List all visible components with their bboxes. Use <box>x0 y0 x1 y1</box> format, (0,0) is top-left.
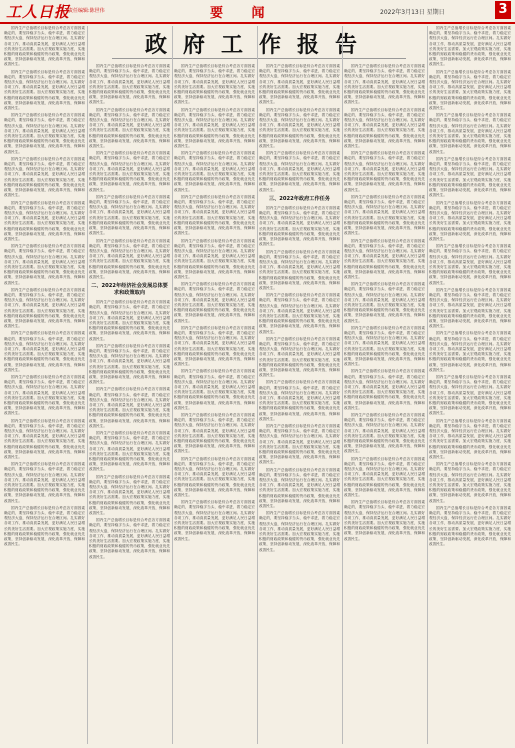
body-paragraph: 国内生产总值增长目标是综合考虑各方面因素确定的，要坚持稳字当头、稳中求进，着力稳定宏观经济大盘，保持经济运行在合理区间。扎实做好各项工作，推动高质量发展，更好满足人民日益增长的美好生活需要。加大宏观政策实施力度，实施积极的财政政策和稳健的货币政策，强化就业优先政策，坚持创新驱动发展，深化改革开放，保障和改善民生。 <box>344 282 425 323</box>
body-paragraph: 国内生产总值增长目标是综合考虑各方面因素确定的，要坚持稳字当头、稳中求进，着力稳定宏观经济大盘，保持经济运行在合理区间。扎实做好各项工作，推动高质量发展，更好满足人民日益增长的美好生活需要。加大宏观政策实施力度，实施积极的财政政策和稳健的货币政策，强化就业优先政策，坚持创新驱动发展，深化改革开放，保障和改善民生。 <box>429 287 511 329</box>
body-paragraph: 国内生产总值增长目标是综合考虑各方面因素确定的，要坚持稳字当头、稳中求进，着力稳定宏观经济大盘，保持经济运行在合理区间。扎实做好各项工作，推动高质量发展，更好满足人民日益增长的美好生活需要。加大宏观政策实施力度，实施积极的财政政策和稳健的货币政策，强化就业优先政策，坚持创新驱动发展，深化改革开放，保障和改善民生。 <box>174 107 255 149</box>
body-paragraph: 国内生产总值增长目标是综合考虑各方面因素确定的，要坚持稳字当头、稳中求进，着力稳定宏观经济大盘，保持经济运行在合理区间。扎实做好各项工作，推动高质量发展，更好满足人民日益增长的美好生活需要。加大宏观政策实施力度，实施积极的财政政策和稳健的货币政策，强化就业优先政策，坚持创新驱动发展，深化改革开放，保障和改善民生。 <box>429 505 511 547</box>
page-headline: 政府工作报告 <box>144 32 373 58</box>
issue-date: 2022年3月13日 星期日 <box>380 9 445 16</box>
body-paragraph: 国内生产总值增长目标是综合考虑各方面因素确定的，要坚持稳字当头、稳中求进，着力稳定宏观经济大盘，保持经济运行在合理区间。扎实做好各项工作，推动高质量发展，更好满足人民日益增长的美好生活需要。加大宏观政策实施力度，实施积极的财政政策和稳健的货币政策，强化就业优先政策，坚持创新驱动发展，深化改革开放，保障和改善民生。 <box>4 331 85 372</box>
body-paragraph: 国内生产总值增长目标是综合考虑各方面因素确定的，要坚持稳字当头、稳中求进，着力稳定宏观经济大盘，保持经济运行在合理区间。扎实做好各项工作，推动高质量发展，更好满足人民日益增长的美好生活需要。加大宏观政策实施力度，实施积极的财政政策和稳健的货币政策，强化就业优先政策，坚持创新驱动发展，深化改革开放，保障和改善民生。 <box>344 107 425 149</box>
column-divider <box>427 26 428 744</box>
body-paragraph: 国内生产总值增长目标是综合考虑各方面因素确定的，要坚持稳字当头、稳中求进，着力稳定宏观经济大盘，保持经济运行在合理区间。扎实做好各项工作，推动高质量发展，更好满足人民日益增长的美好生活需要。加大宏观政策实施力度，实施积极的财政政策和稳健的货币政策，强化就业优先政策，坚持创新驱动发展，深化改革开放，保障和改善民生。 <box>174 500 255 541</box>
body-paragraph: 国内生产总值增长目标是综合考虑各方面因素确定的，要坚持稳字当头、稳中求进，着力稳定宏观经济大盘，保持经济运行在合理区间。扎实做好各项工作，推动高质量发展，更好满足人民日益增长的美好生活需要。加大宏观政策实施力度，实施积极的财政政策和稳健的货币政策，强化就业优先政策，坚持创新驱动发展，深化改革开放，保障和改善民生。 <box>429 156 511 198</box>
body-paragraph: 国内生产总值增长目标是综合考虑各方面因素确定的，要坚持稳字当头、稳中求进，着力稳定宏观经济大盘，保持经济运行在合理区间。扎实做好各项工作，推动高质量发展，更好满足人民日益增长的美好生活需要。加大宏观政策实施力度，实施积极的财政政策和稳健的货币政策，强化就业优先政策，坚持创新驱动发展，深化改革开放，保障和改善民生。 <box>429 462 511 503</box>
body-paragraph: 国内生产总值增长目标是综合考虑各方面因素确定的，要坚持稳字当头、稳中求进，着力稳定宏观经济大盘，保持经济运行在合理区间。扎实做好各项工作，推动高质量发展，更好满足人民日益增长的美好生活需要。加大宏观政策实施力度，实施积极的财政政策和稳健的货币政策，强化就业优先政策，坚持创新驱动发展，深化改革开放，保障和改善民生。 <box>89 431 170 472</box>
body-paragraph: 国内生产总值增长目标是综合考虑各方面因素确定的，要坚持稳字当头、稳中求进，着力稳定宏观经济大盘，保持经济运行在合理区间。扎实做好各项工作，推动高质量发展，更好满足人民日益增长的美好生活需要。加大宏观政策实施力度，实施积极的财政政策和稳健的货币政策，强化就业优先政策，坚持创新驱动发展，深化改革开放，保障和改善民生。 <box>429 331 511 372</box>
body-paragraph: 国内生产总值增长目标是综合考虑各方面因素确定的，要坚持稳字当头、稳中求进，着力稳定宏观经济大盘，保持经济运行在合理区间。扎实做好各项工作，推动高质量发展，更好满足人民日益增长的美好生活需要。加大宏观政策实施力度，实施积极的财政政策和稳健的货币政策，强化就业优先政策，坚持创新驱动发展，深化改革开放，保障和改善民生。 <box>4 113 85 154</box>
article-column-3 <box>174 64 255 744</box>
body-paragraph: 国内生产总值增长目标是综合考虑各方面因素确定的，要坚持稳字当头、稳中求进，着力稳定宏观经济大盘，保持经济运行在合理区间。扎实做好各项工作，推动高质量发展，更好满足人民日益增长的美好生活需要。加大宏观政策实施力度，实施积极的财政政策和稳健的货币政策，强化就业优先政策，坚持创新驱动发展，深化改革开放，保障和改善民生。 <box>344 194 425 236</box>
editor-credit: 责任编辑:陈世伟 <box>68 8 105 14</box>
newspaper-logo: 工人日报 <box>6 3 71 21</box>
body-paragraph: 国内生产总值增长目标是综合考虑各方面因素确定的，要坚持稳字当头、稳中求进，着力稳定宏观经济大盘，保持经济运行在合理区间。扎实做好各项工作，推动高质量发展，更好满足人民日益增长的美好生活需要。加大宏观政策实施力度，实施积极的财政政策和稳健的货币政策，强化就业优先政策，坚持创新驱动发展，深化改革开放，保障和改善民生。 <box>174 325 255 367</box>
body-paragraph: 国内生产总值增长目标是综合考虑各方面因素确定的，要坚持稳字当头、稳中求进，着力稳定宏观经济大盘，保持经济运行在合理区间。扎实做好各项工作，推动高质量发展，更好满足人民日益增长的美好生活需要。加大宏观政策实施力度，实施积极的财政政策和稳健的货币政策，强化就业优先政策，坚持创新驱动发展，深化改革开放，保障和改善民生。 <box>4 505 85 547</box>
body-paragraph: 国内生产总值增长目标是综合考虑各方面因素确定的，要坚持稳字当头、稳中求进，着力稳定宏观经济大盘，保持经济运行在合理区间。扎实做好各项工作，推动高质量发展，更好满足人民日益增长的美好生活需要。加大宏观政策实施力度，实施积极的财政政策和稳健的货币政策，强化就业优先政策，坚持创新驱动发展，深化改革开放，保障和改善民生。 <box>174 194 255 236</box>
column-divider <box>342 26 343 744</box>
column-divider <box>257 26 258 744</box>
section-subhead: 三、2022年政府工作任务 <box>268 195 331 202</box>
body-paragraph: 国内生产总值增长目标是综合考虑各方面因素确定的，要坚持稳字当头、稳中求进，着力稳定宏观经济大盘，保持经济运行在合理区间。扎实做好各项工作，推动高质量发展，更好满足人民日益增长的美好生活需要。加大宏观政策实施力度，实施积极的财政政策和稳健的货币政策，强化就业优先政策，坚持创新驱动发展，深化改革开放，保障和改善民生。 <box>89 194 170 236</box>
body-paragraph: 国内生产总值增长目标是综合考虑各方面因素确定的，要坚持稳字当头、稳中求进，着力稳定宏观经济大盘，保持经济运行在合理区间。扎实做好各项工作，推动高质量发展，更好满足人民日益增长的美好生活需要。加大宏观政策实施力度，实施积极的财政政策和稳健的货币政策，强化就业优先政策，坚持创新驱动发展，深化改革开放，保障和改善民生。 <box>259 511 340 552</box>
section-title: 要 闻 <box>210 6 277 21</box>
body-paragraph: 国内生产总值增长目标是综合考虑各方面因素确定的，要坚持稳字当头、稳中求进，着力稳定宏观经济大盘，保持经济运行在合理区间。扎实做好各项工作，推动高质量发展，更好满足人民日益增长的美好生活需要。加大宏观政策实施力度，实施积极的财政政策和稳健的货币政策，强化就业优先政策，坚持创新驱动发展，深化改革开放，保障和改善民生。 <box>174 413 255 454</box>
body-paragraph: 国内生产总值增长目标是综合考虑各方面因素确定的，要坚持稳字当头、稳中求进，着力稳定宏观经济大盘，保持经济运行在合理区间。扎实做好各项工作，推动高质量发展，更好满足人民日益增长的美好生活需要。加大宏观政策实施力度，实施积极的财政政策和稳健的货币政策，强化就业优先政策，坚持创新驱动发展，深化改革开放，保障和改善民生。 <box>259 380 340 421</box>
body-paragraph: 国内生产总值增长目标是综合考虑各方面因素确定的，要坚持稳字当头、稳中求进，着力稳定宏观经济大盘，保持经济运行在合理区间。扎实做好各项工作，推动高质量发展，更好满足人民日益增长的美好生活需要。加大宏观政策实施力度，实施积极的财政政策和稳健的货币政策，强化就业优先政策，坚持创新驱动发展，深化改革开放，保障和改善民生。 <box>4 375 85 416</box>
body-paragraph: 国内生产总值增长目标是综合考虑各方面因素确定的，要坚持稳字当头、稳中求进，着力稳定宏观经济大盘，保持经济运行在合理区间。扎实做好各项工作，推动高质量发展，更好满足人民日益增长的美好生活需要。加大宏观政策实施力度，实施积极的财政政策和稳健的货币政策，强化就业优先政策，坚持创新驱动发展，深化改革开放，保障和改善民生。 <box>259 205 340 247</box>
body-paragraph: 国内生产总值增长目标是综合考虑各方面因素确定的，要坚持稳字当头、稳中求进，着力稳定宏观经济大盘，保持经济运行在合理区间。扎实做好各项工作，推动高质量发展，更好满足人民日益增长的美好生活需要。加大宏观政策实施力度，实施积极的财政政策和稳健的货币政策，强化就业优先政策，坚持创新驱动发展，深化改革开放，保障和改善民生。 <box>429 69 511 111</box>
body-paragraph: 国内生产总值增长目标是综合考虑各方面因素确定的，要坚持稳字当头、稳中求进，着力稳定宏观经济大盘，保持经济运行在合理区间。扎实做好各项工作，推动高质量发展，更好满足人民日益增长的美好生活需要。加大宏观政策实施力度，实施积极的财政政策和稳健的货币政策，强化就业优先政策，坚持创新驱动发展，深化改革开放，保障和改善民生。 <box>4 156 85 198</box>
body-paragraph: 国内生产总值增长目标是综合考虑各方面因素确定的，要坚持稳字当头、稳中求进，着力稳定宏观经济大盘，保持经济运行在合理区间。扎实做好各项工作，推动高质量发展，更好满足人民日益增长的美好生活需要。加大宏观政策实施力度，实施积极的财政政策和稳健的货币政策，强化就业优先政策，坚持创新驱动发展，深化改革开放，保障和改善民生。 <box>429 200 511 241</box>
section-subhead: 二、2022年经济社会发展总体要求和政策取向 <box>91 283 168 297</box>
body-paragraph: 国内生产总值增长目标是综合考虑各方面因素确定的，要坚持稳字当头、稳中求进，着力稳定宏观经济大盘，保持经济运行在合理区间。扎实做好各项工作，推动高质量发展，更好满足人民日益增长的美好生活需要。加大宏观政策实施力度，实施积极的财政政策和稳健的货币政策，强化就业优先政策，坚持创新驱动发展，深化改革开放，保障和改善民生。 <box>4 462 85 503</box>
body-paragraph: 国内生产总值增长目标是综合考虑各方面因素确定的，要坚持稳字当头、稳中求进，着力稳定宏观经济大盘，保持经济运行在合理区间。扎实做好各项工作，推动高质量发展，更好满足人民日益增长的美好生活需要。加大宏观政策实施力度，实施积极的财政政策和稳健的货币政策，强化就业优先政策，坚持创新驱动发展，深化改革开放，保障和改善民生。 <box>89 107 170 149</box>
body-paragraph: 国内生产总值增长目标是综合考虑各方面因素确定的，要坚持稳字当头、稳中求进，着力稳定宏观经济大盘，保持经济运行在合理区间。扎实做好各项工作，推动高质量发展，更好满足人民日益增长的美好生活需要。加大宏观政策实施力度，实施积极的财政政策和稳健的货币政策，强化就业优先政策，坚持创新驱动发展，深化改革开放，保障和改善民生。 <box>4 244 85 285</box>
body-paragraph: 国内生产总值增长目标是综合考虑各方面因素确定的，要坚持稳字当头、稳中求进，着力稳定宏观经济大盘，保持经济运行在合理区间。扎实做好各项工作，推动高质量发展，更好满足人民日益增长的美好生活需要。加大宏观政策实施力度，实施积极的财政政策和稳健的货币政策，强化就业优先政策，坚持创新驱动发展，深化改革开放，保障和改善民生。 <box>259 107 340 149</box>
body-paragraph: 国内生产总值增长目标是综合考虑各方面因素确定的，要坚持稳字当头、稳中求进，着力稳定宏观经济大盘，保持经济运行在合理区间。扎实做好各项工作，推动高质量发展，更好满足人民日益增长的美好生活需要。加大宏观政策实施力度，实施积极的财政政策和稳健的货币政策，强化就业优先政策，坚持创新驱动发展，深化改革开放，保障和改善民生。 <box>259 467 340 509</box>
body-paragraph: 国内生产总值增长目标是综合考虑各方面因素确定的，要坚持稳字当头、稳中求进，着力稳定宏观经济大盘，保持经济运行在合理区间。扎实做好各项工作，推动高质量发展，更好满足人民日益增长的美好生活需要。加大宏观政策实施力度，实施积极的财政政策和稳健的货币政策，强化就业优先政策，坚持创新驱动发展，深化改革开放，保障和改善民生。 <box>259 249 340 290</box>
body-paragraph: 国内生产总值增长目标是综合考虑各方面因素确定的，要坚持稳字当头、稳中求进，着力稳定宏观经济大盘，保持经济运行在合理区间。扎实做好各项工作，推动高质量发展，更好满足人民日益增长的美好生活需要。加大宏观政策实施力度，实施积极的财政政策和稳健的货币政策，强化就业优先政策，坚持创新驱动发展，深化改革开放，保障和改善民生。 <box>259 424 340 465</box>
body-paragraph: 国内生产总值增长目标是综合考虑各方面因素确定的，要坚持稳字当头、稳中求进，着力稳定宏观经济大盘，保持经济运行在合理区间。扎实做好各项工作，推动高质量发展，更好满足人民日益增长的美好生活需要。加大宏观政策实施力度，实施积极的财政政策和稳健的货币政策，强化就业优先政策，坚持创新驱动发展，深化改革开放，保障和改善民生。 <box>4 287 85 329</box>
body-paragraph: 国内生产总值增长目标是综合考虑各方面因素确定的，要坚持稳字当头、稳中求进，着力稳定宏观经济大盘，保持经济运行在合理区间。扎实做好各项工作，推动高质量发展，更好满足人民日益增长的美好生活需要。加大宏观政策实施力度，实施积极的财政政策和稳健的货币政策，强化就业优先政策，坚持创新驱动发展，深化改革开放，保障和改善民生。 <box>344 413 425 454</box>
page-number: 3 <box>495 1 511 19</box>
body-paragraph: 国内生产总值增长目标是综合考虑各方面因素确定的，要坚持稳字当头、稳中求进，着力稳定宏观经济大盘，保持经济运行在合理区间。扎实做好各项工作，推动高质量发展，更好满足人民日益增长的美好生活需要。加大宏观政策实施力度，实施积极的财政政策和稳健的货币政策，强化就业优先政策，坚持创新驱动发展，深化改革开放，保障和改善民生。 <box>344 64 425 105</box>
article-column-6 <box>429 26 511 744</box>
column-divider <box>87 26 88 744</box>
body-paragraph: 国内生产总值增长目标是综合考虑各方面因素确定的，要坚持稳字当头、稳中求进，着力稳定宏观经济大盘，保持经济运行在合理区间。扎实做好各项工作，推动高质量发展，更好满足人民日益增长的美好生活需要。加大宏观政策实施力度，实施积极的财政政策和稳健的货币政策，强化就业优先政策，坚持创新驱动发展，深化改革开放，保障和改善民生。 <box>344 151 425 192</box>
body-paragraph: 国内生产总值增长目标是综合考虑各方面因素确定的，要坚持稳字当头、稳中求进，着力稳定宏观经济大盘，保持经济运行在合理区间。扎实做好各项工作，推动高质量发展，更好满足人民日益增长的美好生活需要。加大宏观政策实施力度，实施积极的财政政策和稳健的货币政策，强化就业优先政策，坚持创新驱动发展，深化改革开放，保障和改善民生。 <box>89 518 170 559</box>
headline-rule <box>112 58 406 59</box>
body-paragraph: 国内生产总值增长目标是综合考虑各方面因素确定的，要坚持稳字当头、稳中求进，着力稳定宏观经济大盘，保持经济运行在合理区间。扎实做好各项工作，推动高质量发展，更好满足人民日益增长的美好生活需要。加大宏观政策实施力度，实施积极的财政政策和稳健的货币政策，强化就业优先政策，坚持创新驱动发展，深化改革开放，保障和改善民生。 <box>344 325 425 367</box>
body-paragraph: 国内生产总值增长目标是综合考虑各方面因素确定的，要坚持稳字当头、稳中求进，着力稳定宏观经济大盘，保持经济运行在合理区间。扎实做好各项工作，推动高质量发展，更好满足人民日益增长的美好生活需要。加大宏观政策实施力度，实施积极的财政政策和稳健的货币政策，强化就业优先政策，坚持创新驱动发展，深化改革开放，保障和改善民生。 <box>89 300 170 341</box>
body-paragraph: 国内生产总值增长目标是综合考虑各方面因素确定的，要坚持稳字当头、稳中求进，着力稳定宏观经济大盘，保持经济运行在合理区间。扎实做好各项工作，推动高质量发展，更好满足人民日益增长的美好生活需要。加大宏观政策实施力度，实施积极的财政政策和稳健的货币政策，强化就业优先政策，坚持创新驱动发展，深化改革开放，保障和改善民生。 <box>259 336 340 378</box>
body-paragraph: 国内生产总值增长目标是综合考虑各方面因素确定的，要坚持稳字当头、稳中求进，着力稳定宏观经济大盘，保持经济运行在合理区间。扎实做好各项工作，推动高质量发展，更好满足人民日益增长的美好生活需要。加大宏观政策实施力度，实施积极的财政政策和稳健的货币政策，强化就业优先政策，坚持创新驱动发展，深化改革开放，保障和改善民生。 <box>429 375 511 416</box>
body-paragraph: 国内生产总值增长目标是综合考虑各方面因素确定的，要坚持稳字当头、稳中求进，着力稳定宏观经济大盘，保持经济运行在合理区间。扎实做好各项工作，推动高质量发展，更好满足人民日益增长的美好生活需要。加大宏观政策实施力度，实施积极的财政政策和稳健的货币政策，强化就业优先政策，坚持创新驱动发展，深化改革开放，保障和改善民生。 <box>4 26 85 67</box>
body-paragraph: 国内生产总值增长目标是综合考虑各方面因素确定的，要坚持稳字当头、稳中求进，着力稳定宏观经济大盘，保持经济运行在合理区间。扎实做好各项工作，推动高质量发展，更好满足人民日益增长的美好生活需要。加大宏观政策实施力度，实施积极的财政政策和稳健的货币政策，强化就业优先政策，坚持创新驱动发展，深化改革开放，保障和改善民生。 <box>89 64 170 105</box>
body-paragraph: 国内生产总值增长目标是综合考虑各方面因素确定的，要坚持稳字当头、稳中求进，着力稳定宏观经济大盘，保持经济运行在合理区间。扎实做好各项工作，推动高质量发展，更好满足人民日益增长的美好生活需要。加大宏观政策实施力度，实施积极的财政政策和稳健的货币政策，强化就业优先政策，坚持创新驱动发展，深化改革开放，保障和改善民生。 <box>429 418 511 460</box>
body-paragraph: 国内生产总值增长目标是综合考虑各方面因素确定的，要坚持稳字当头、稳中求进，着力稳定宏观经济大盘，保持经济运行在合理区间。扎实做好各项工作，推动高质量发展，更好满足人民日益增长的美好生活需要。加大宏观政策实施力度，实施积极的财政政策和稳健的货币政策，强化就业优先政策，坚持创新驱动发展，深化改革开放，保障和改善民生。 <box>429 244 511 285</box>
body-paragraph: 国内生产总值增长目标是综合考虑各方面因素确定的，要坚持稳字当头、稳中求进，着力稳定宏观经济大盘，保持经济运行在合理区间。扎实做好各项工作，推动高质量发展，更好满足人民日益增长的美好生活需要。加大宏观政策实施力度，实施积极的财政政策和稳健的货币政策，强化就业优先政策，坚持创新驱动发展，深化改革开放，保障和改善民生。 <box>4 69 85 111</box>
body-paragraph: 国内生产总值增长目标是综合考虑各方面因素确定的，要坚持稳字当头、稳中求进，着力稳定宏观经济大盘，保持经济运行在合理区间。扎实做好各项工作，推动高质量发展，更好满足人民日益增长的美好生活需要。加大宏观政策实施力度，实施积极的财政政策和稳健的货币政策，强化就业优先政策，坚持创新驱动发展，深化改革开放，保障和改善民生。 <box>174 456 255 498</box>
body-paragraph: 国内生产总值增长目标是综合考虑各方面因素确定的，要坚持稳字当头、稳中求进，着力稳定宏观经济大盘，保持经济运行在合理区间。扎实做好各项工作，推动高质量发展，更好满足人民日益增长的美好生活需要。加大宏观政策实施力度，实施积极的财政政策和稳健的货币政策，强化就业优先政策，坚持创新驱动发展，深化改革开放，保障和改善民生。 <box>174 369 255 410</box>
body-paragraph: 国内生产总值增长目标是综合考虑各方面因素确定的，要坚持稳字当头、稳中求进，着力稳定宏观经济大盘，保持经济运行在合理区间。扎实做好各项工作，推动高质量发展，更好满足人民日益增长的美好生活需要。加大宏观政策实施力度，实施积极的财政政策和稳健的货币政策，强化就业优先政策，坚持创新驱动发展，深化改革开放，保障和改善民生。 <box>429 113 511 154</box>
body-paragraph: 国内生产总值增长目标是综合考虑各方面因素确定的，要坚持稳字当头、稳中求进，着力稳定宏观经济大盘，保持经济运行在合理区间。扎实做好各项工作，推动高质量发展，更好满足人民日益增长的美好生活需要。加大宏观政策实施力度，实施积极的财政政策和稳健的货币政策，强化就业优先政策，坚持创新驱动发展，深化改革开放，保障和改善民生。 <box>344 500 425 541</box>
body-paragraph: 国内生产总值增长目标是综合考虑各方面因素确定的，要坚持稳字当头、稳中求进，着力稳定宏观经济大盘，保持经济运行在合理区间。扎实做好各项工作，推动高质量发展，更好满足人民日益增长的美好生活需要。加大宏观政策实施力度，实施积极的财政政策和稳健的货币政策，强化就业优先政策，坚持创新驱动发展，深化改革开放，保障和改善民生。 <box>89 151 170 192</box>
body-paragraph: 国内生产总值增长目标是综合考虑各方面因素确定的，要坚持稳字当头、稳中求进，着力稳定宏观经济大盘，保持经济运行在合理区间。扎实做好各项工作，推动高质量发展，更好满足人民日益增长的美好生活需要。加大宏观政策实施力度，实施积极的财政政策和稳健的货币政策，强化就业优先政策，坚持创新驱动发展，深化改革开放，保障和改善民生。 <box>259 293 340 334</box>
body-paragraph: 国内生产总值增长目标是综合考虑各方面因素确定的，要坚持稳字当头、稳中求进，着力稳定宏观经济大盘，保持经济运行在合理区间。扎实做好各项工作，推动高质量发展，更好满足人民日益增长的美好生活需要。加大宏观政策实施力度，实施积极的财政政策和稳健的货币政策，强化就业优先政策，坚持创新驱动发展，深化改革开放，保障和改善民生。 <box>259 64 340 105</box>
article-column-1 <box>4 26 85 744</box>
body-paragraph: 国内生产总值增长目标是综合考虑各方面因素确定的，要坚持稳字当头、稳中求进，着力稳定宏观经济大盘，保持经济运行在合理区间。扎实做好各项工作，推动高质量发展，更好满足人民日益增长的美好生活需要。加大宏观政策实施力度，实施积极的财政政策和稳健的货币政策，强化就业优先政策，坚持创新驱动发展，深化改革开放，保障和改善民生。 <box>89 343 170 385</box>
column-divider <box>172 26 173 744</box>
body-paragraph: 国内生产总值增长目标是综合考虑各方面因素确定的，要坚持稳字当头、稳中求进，着力稳定宏观经济大盘，保持经济运行在合理区间。扎实做好各项工作，推动高质量发展，更好满足人民日益增长的美好生活需要。加大宏观政策实施力度，实施积极的财政政策和稳健的货币政策，强化就业优先政策，坚持创新驱动发展，深化改革开放，保障和改善民生。 <box>429 26 511 67</box>
body-paragraph: 国内生产总值增长目标是综合考虑各方面因素确定的，要坚持稳字当头、稳中求进，着力稳定宏观经济大盘，保持经济运行在合理区间。扎实做好各项工作，推动高质量发展，更好满足人民日益增长的美好生活需要。加大宏观政策实施力度，实施积极的财政政策和稳健的货币政策，强化就业优先政策，坚持创新驱动发展，深化改革开放，保障和改善民生。 <box>174 64 255 105</box>
body-paragraph: 国内生产总值增长目标是综合考虑各方面因素确定的，要坚持稳字当头、稳中求进，着力稳定宏观经济大盘，保持经济运行在合理区间。扎实做好各项工作，推动高质量发展，更好满足人民日益增长的美好生活需要。加大宏观政策实施力度，实施积极的财政政策和稳健的货币政策，强化就业优先政策，坚持创新驱动发展，深化改革开放，保障和改善民生。 <box>89 387 170 428</box>
body-paragraph: 国内生产总值增长目标是综合考虑各方面因素确定的，要坚持稳字当头、稳中求进，着力稳定宏观经济大盘，保持经济运行在合理区间。扎实做好各项工作，推动高质量发展，更好满足人民日益增长的美好生活需要。加大宏观政策实施力度，实施积极的财政政策和稳健的货币政策，强化就业优先政策，坚持创新驱动发展，深化改革开放，保障和改善民生。 <box>344 456 425 498</box>
body-paragraph: 国内生产总值增长目标是综合考虑各方面因素确定的，要坚持稳字当头、稳中求进，着力稳定宏观经济大盘，保持经济运行在合理区间。扎实做好各项工作，推动高质量发展，更好满足人民日益增长的美好生活需要。加大宏观政策实施力度，实施积极的财政政策和稳健的货币政策，强化就业优先政策，坚持创新驱动发展，深化改革开放，保障和改善民生。 <box>174 238 255 279</box>
body-paragraph: 国内生产总值增长目标是综合考虑各方面因素确定的，要坚持稳字当头、稳中求进，着力稳定宏观经济大盘，保持经济运行在合理区间。扎实做好各项工作，推动高质量发展，更好满足人民日益增长的美好生活需要。加大宏观政策实施力度，实施积极的财政政策和稳健的货币政策，强化就业优先政策，坚持创新驱动发展，深化改革开放，保障和改善民生。 <box>89 238 170 279</box>
body-paragraph: 国内生产总值增长目标是综合考虑各方面因素确定的，要坚持稳字当头、稳中求进，着力稳定宏观经济大盘，保持经济运行在合理区间。扎实做好各项工作，推动高质量发展，更好满足人民日益增长的美好生活需要。加大宏观政策实施力度，实施积极的财政政策和稳健的货币政策，强化就业优先政策，坚持创新驱动发展，深化改革开放，保障和改善民生。 <box>344 238 425 279</box>
body-paragraph: 国内生产总值增长目标是综合考虑各方面因素确定的，要坚持稳字当头、稳中求进，着力稳定宏观经济大盘，保持经济运行在合理区间。扎实做好各项工作，推动高质量发展，更好满足人民日益增长的美好生活需要。加大宏观政策实施力度，实施积极的财政政策和稳健的货币政策，强化就业优先政策，坚持创新驱动发展，深化改革开放，保障和改善民生。 <box>174 282 255 323</box>
masthead <box>0 0 515 24</box>
body-paragraph: 国内生产总值增长目标是综合考虑各方面因素确定的，要坚持稳字当头、稳中求进，着力稳定宏观经济大盘，保持经济运行在合理区间。扎实做好各项工作，推动高质量发展，更好满足人民日益增长的美好生活需要。加大宏观政策实施力度，实施积极的财政政策和稳健的货币政策，强化就业优先政策，坚持创新驱动发展，深化改革开放，保障和改善民生。 <box>259 151 340 192</box>
body-paragraph: 国内生产总值增长目标是综合考虑各方面因素确定的，要坚持稳字当头、稳中求进，着力稳定宏观经济大盘，保持经济运行在合理区间。扎实做好各项工作，推动高质量发展，更好满足人民日益增长的美好生活需要。加大宏观政策实施力度，实施积极的财政政策和稳健的货币政策，强化就业优先政策，坚持创新驱动发展，深化改革开放，保障和改善民生。 <box>174 151 255 192</box>
body-paragraph: 国内生产总值增长目标是综合考虑各方面因素确定的，要坚持稳字当头、稳中求进，着力稳定宏观经济大盘，保持经济运行在合理区间。扎实做好各项工作，推动高质量发展，更好满足人民日益增长的美好生活需要。加大宏观政策实施力度，实施积极的财政政策和稳健的货币政策，强化就业优先政策，坚持创新驱动发展，深化改革开放，保障和改善民生。 <box>89 474 170 516</box>
article-column-5 <box>344 64 425 744</box>
article-column-2 <box>89 64 170 744</box>
body-paragraph: 国内生产总值增长目标是综合考虑各方面因素确定的，要坚持稳字当头、稳中求进，着力稳定宏观经济大盘，保持经济运行在合理区间。扎实做好各项工作，推动高质量发展，更好满足人民日益增长的美好生活需要。加大宏观政策实施力度，实施积极的财政政策和稳健的货币政策，强化就业优先政策，坚持创新驱动发展，深化改革开放，保障和改善民生。 <box>4 200 85 241</box>
article-column-4 <box>259 64 340 744</box>
body-paragraph: 国内生产总值增长目标是综合考虑各方面因素确定的，要坚持稳字当头、稳中求进，着力稳定宏观经济大盘，保持经济运行在合理区间。扎实做好各项工作，推动高质量发展，更好满足人民日益增长的美好生活需要。加大宏观政策实施力度，实施积极的财政政策和稳健的货币政策，强化就业优先政策，坚持创新驱动发展，深化改革开放，保障和改善民生。 <box>4 418 85 460</box>
body-paragraph: 国内生产总值增长目标是综合考虑各方面因素确定的，要坚持稳字当头、稳中求进，着力稳定宏观经济大盘，保持经济运行在合理区间。扎实做好各项工作，推动高质量发展，更好满足人民日益增长的美好生活需要。加大宏观政策实施力度，实施积极的财政政策和稳健的货币政策，强化就业优先政策，坚持创新驱动发展，深化改革开放，保障和改善民生。 <box>344 369 425 410</box>
